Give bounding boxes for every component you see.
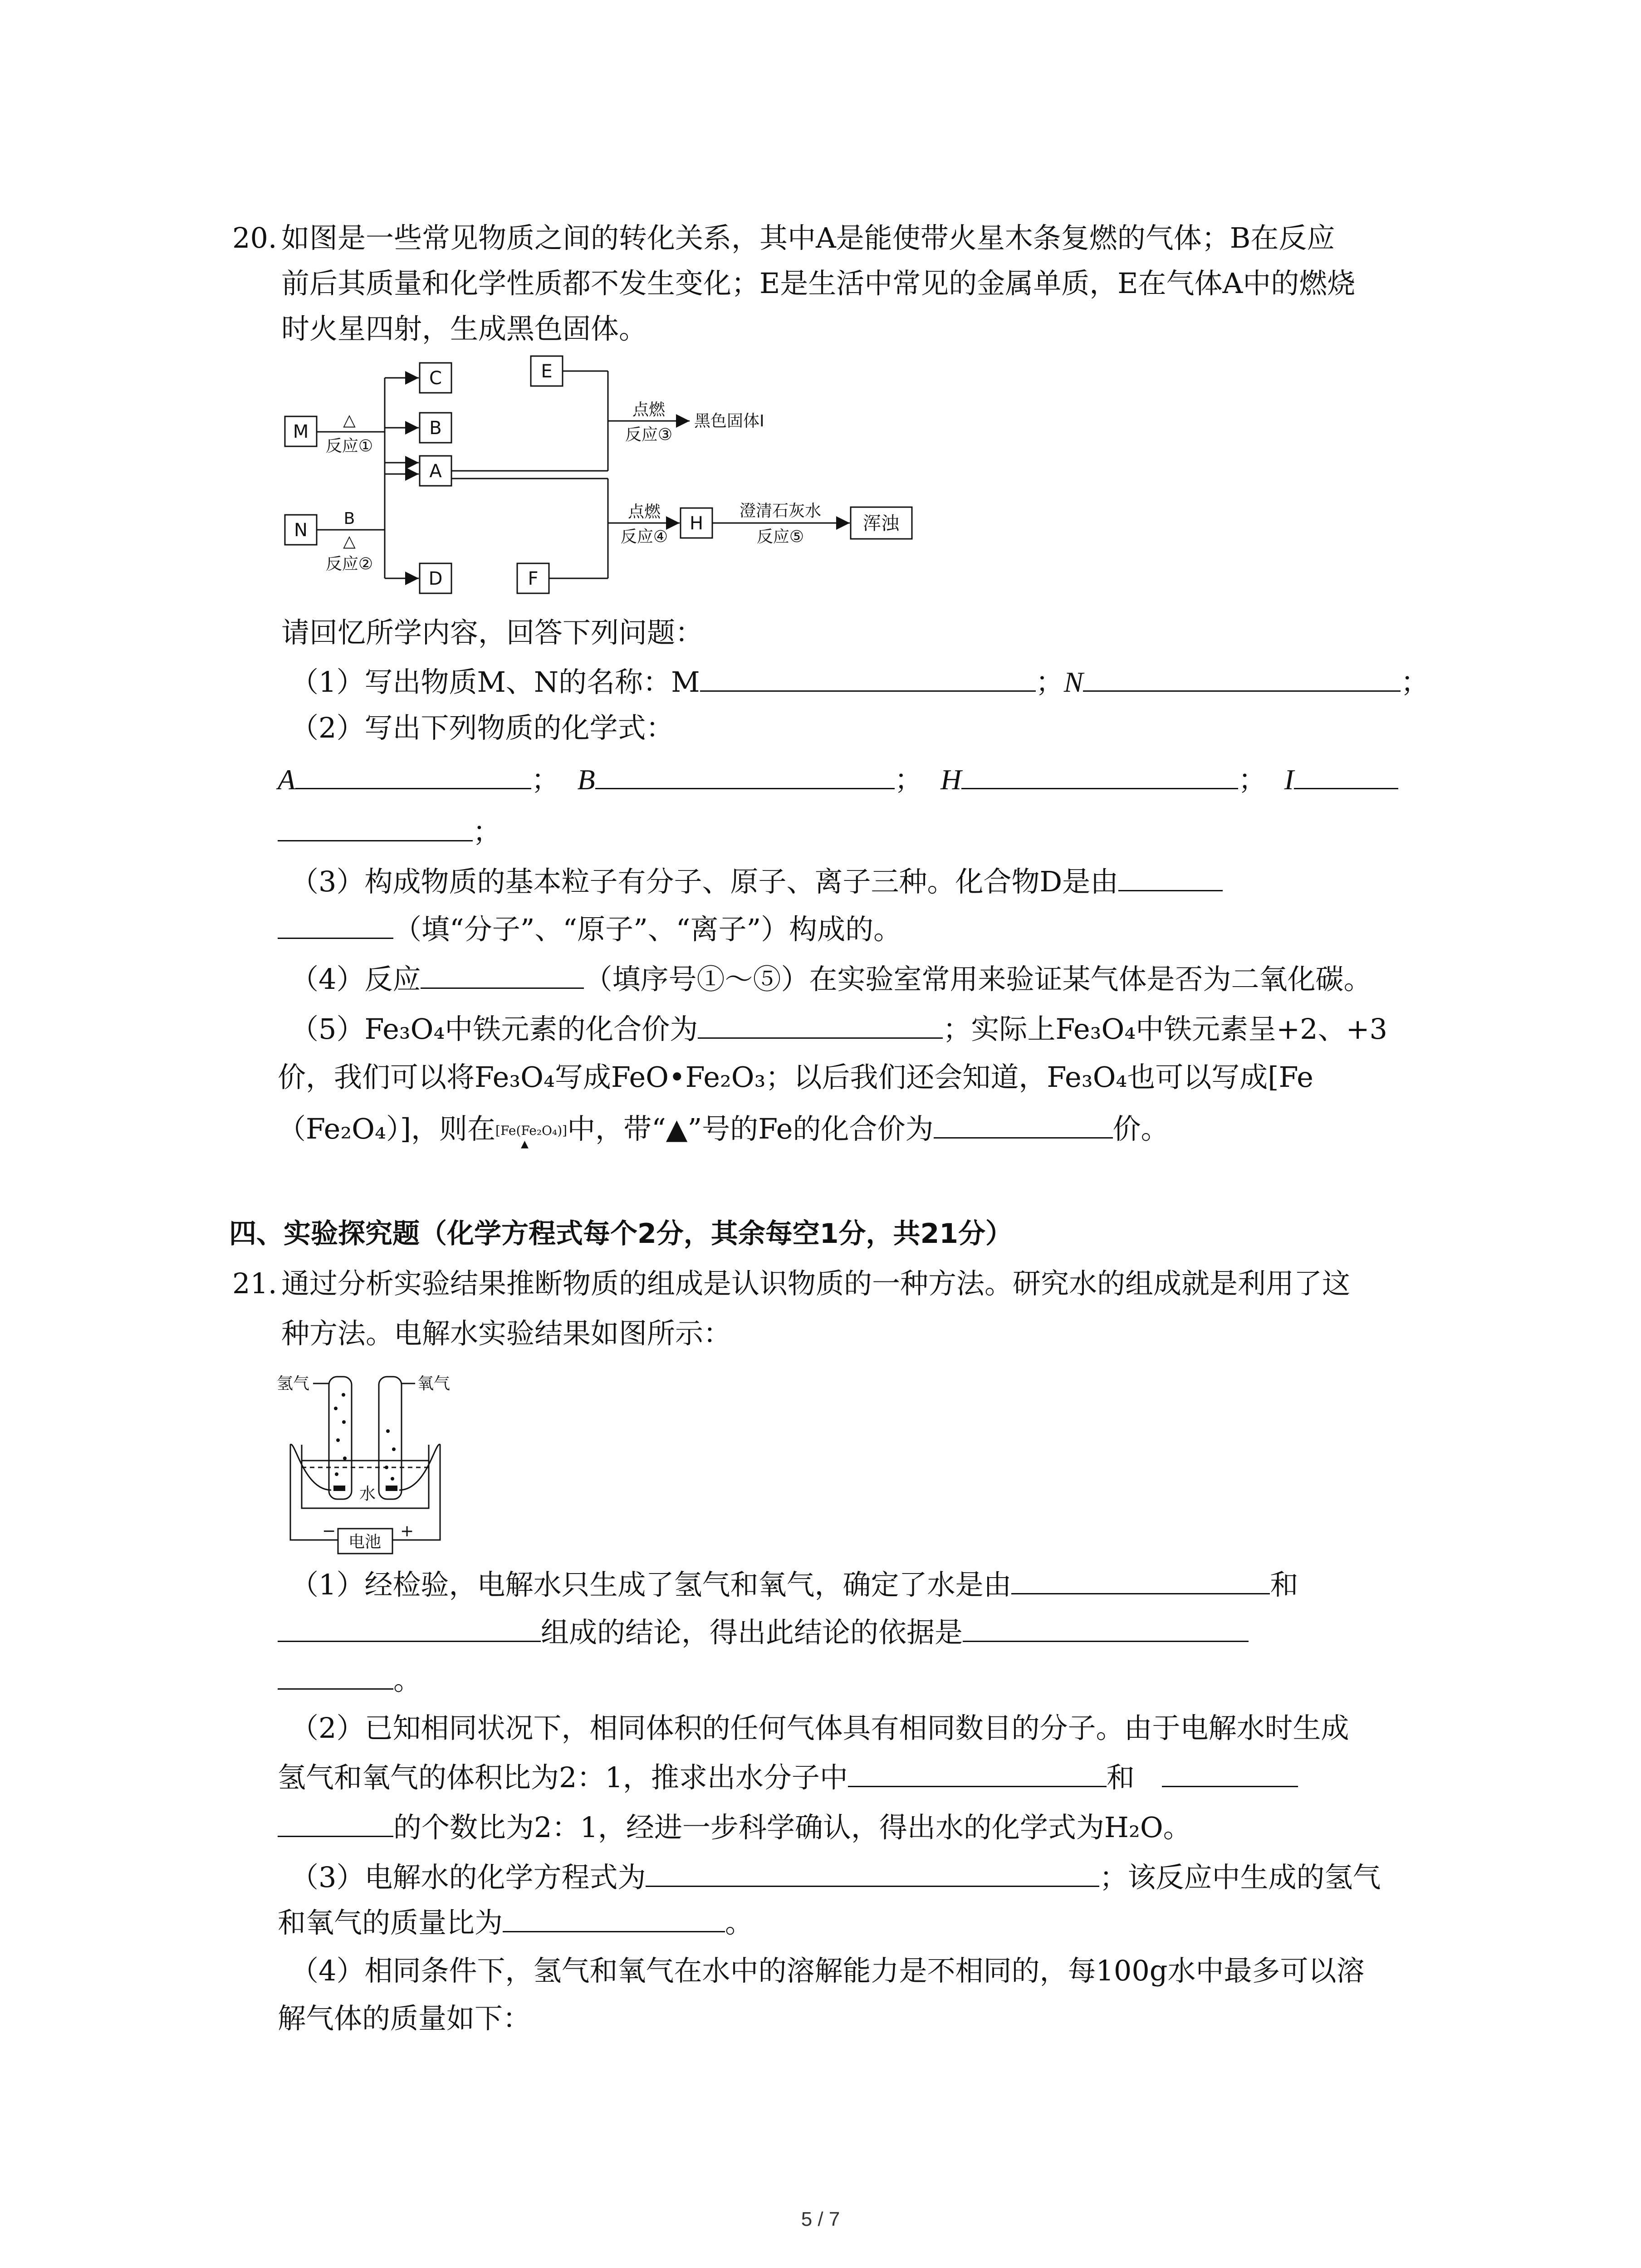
box-e: E <box>541 361 553 382</box>
answer-blank-equation[interactable] <box>646 1857 1099 1887</box>
q20-stem-line-3: 时火星四射，生成黑色固体。 <box>281 312 647 345</box>
answer-blank-mass-ratio[interactable] <box>503 1903 725 1932</box>
q21-part1-line1 <box>290 1565 1298 1603</box>
minus-sign: − <box>322 1522 336 1540</box>
answer-blank-d[interactable] <box>1118 862 1223 891</box>
q21-part2-conclusion: 的个数比为2：1，经进一步科学确认，得出水的化学式为H₂O。 <box>393 1811 1191 1844</box>
q20-part5-text-c: 中，带“▲”号的Fe的化合价为 <box>567 1112 934 1145</box>
q20-part1-text: （1）写出物质M、N的名称：M <box>290 665 700 699</box>
q21-number: 21. <box>232 1267 277 1300</box>
label-a: A <box>278 763 296 796</box>
q21-part3-line2 <box>278 1903 753 1941</box>
q20-number: 20. <box>232 221 277 254</box>
triangle-marker-icon: ▲ <box>521 1139 529 1150</box>
limewater-label: 澄清石灰水 <box>739 502 822 520</box>
q20-part4-hint: （填序号①～⑤）在实验室常用来验证某气体是否为二氧化碳。 <box>584 963 1372 996</box>
answer-blank-atom-2-cont[interactable] <box>278 1808 393 1837</box>
answer-blank-n[interactable] <box>1083 662 1401 692</box>
q20-part4 <box>290 959 1372 997</box>
turbid-label: 浑浊 <box>863 513 899 534</box>
answer-blank-element-2[interactable] <box>278 1613 541 1642</box>
reaction-2-label: 反应② <box>325 555 373 573</box>
q20-part5-note: ；实际上Fe₃O₄中铁元素呈+2、+3 <box>943 1012 1387 1046</box>
q21-part4-line1: （4）相同条件下，氢气和氧气在水中的溶解能力是不相同的，每100g水中最多可以溶 <box>290 1954 1365 1987</box>
electrolysis-apparatus <box>277 1368 467 1558</box>
q20-part2-answers: A ； B ； H ； I <box>278 760 1398 798</box>
q20-stem-line-2: 前后其质量和化学性质都不发生变化；E是生活中常见的金属单质，E在气体A中的燃烧 <box>281 267 1356 300</box>
q20-part5-text: （5）Fe₃O₄中铁元素的化合价为 <box>290 1012 698 1046</box>
answer-blank-triangle-fe[interactable] <box>934 1109 1113 1139</box>
box-m: M <box>293 421 309 442</box>
answer-blank-i-cont[interactable] <box>278 812 473 841</box>
q21-part3-end: 。 <box>725 1906 754 1939</box>
q21-part3-ratio-text: 和氧气的质量比为 <box>278 1906 503 1939</box>
answer-blank-basis[interactable] <box>963 1613 1249 1642</box>
reaction-3-label: 反应③ <box>625 425 673 444</box>
answer-blank-fe-valence[interactable] <box>698 1009 943 1039</box>
q20-part3-line2 <box>278 909 901 948</box>
q20-part5-line3 <box>278 1109 1169 1149</box>
q21-part1-line2 <box>278 1613 1249 1651</box>
section-4-heading: 四、实验探究题（化学方程式每个2分，其余每空1分，共21分） <box>229 1218 1013 1250</box>
q21-part1-basis: 组成的结论，得出此结论的依据是 <box>541 1616 963 1649</box>
q21-part1-text: （1）经检验，电解水只生成了氢气和氧气，确定了水是由 <box>290 1568 1012 1601</box>
q21-part2-line3 <box>278 1808 1191 1846</box>
q20-part3-line1 <box>290 862 1223 900</box>
heat-symbol-1: △ <box>343 411 356 430</box>
fe-formula-image <box>495 1113 567 1149</box>
reaction-4-label: 反应④ <box>620 528 668 546</box>
q21-part2-and: 和 <box>1106 1761 1135 1794</box>
q21-part1-line3 <box>278 1660 421 1698</box>
ignite-label-1: 点燃 <box>632 401 666 419</box>
q21-part1-end: 。 <box>393 1663 422 1696</box>
answer-blank-b[interactable] <box>595 760 895 789</box>
box-f: F <box>528 568 539 589</box>
plus-sign: + <box>400 1522 414 1540</box>
ignite-label-2: 点燃 <box>627 503 661 521</box>
q20-part5-line2: 价，我们可以将Fe₃O₄写成FeO•Fe₂O₃；以后我们还会知道，Fe₃O₄也可以写成[Fe <box>278 1061 1313 1094</box>
q21-stem-line-1: 通过分析实验结果推断物质的组成是认识物质的一种方法。研究水的组成就是利用了这 <box>281 1267 1351 1300</box>
q20-prompt: 请回忆所学内容，回答下列问题： <box>281 616 704 649</box>
heat-symbol-2: △ <box>343 532 356 551</box>
box-d: D <box>428 568 443 589</box>
box-c: C <box>429 368 442 389</box>
answer-blank-atom-1[interactable] <box>848 1758 1107 1787</box>
q20-part5-text-b: （Fe₂O₄）]，则在 <box>278 1112 496 1145</box>
q20-part2: （2）写出下列物质的化学式： <box>290 711 674 744</box>
answer-blank-atom-2[interactable] <box>1162 1758 1298 1787</box>
box-b: B <box>429 418 442 439</box>
reaction-5-label: 反应⑤ <box>756 528 804 546</box>
label-h: H <box>941 763 962 796</box>
q20-part5-end: 价。 <box>1112 1112 1169 1145</box>
answer-blank-m[interactable] <box>700 662 1036 692</box>
catalyst-b-label: B <box>343 509 355 528</box>
answer-blank-basis-cont[interactable] <box>278 1660 393 1690</box>
q21-part1-and: 和 <box>1270 1568 1298 1601</box>
answer-blank-i[interactable] <box>1294 760 1398 789</box>
black-solid-label: 黑色固体I <box>694 412 764 430</box>
q20-part1-n: N <box>1063 666 1083 698</box>
q21-part3-text: （3）电解水的化学方程式为 <box>290 1861 646 1894</box>
q20-part3-hint: （填“分子”、“原子”、“离子”）构成的。 <box>393 913 902 946</box>
q21-part2-line1: （2）已知相同状况下，相同体积的任何气体具有相同数目的分子。由于电解水时生成 <box>290 1711 1349 1745</box>
answer-blank-a[interactable] <box>295 760 531 789</box>
q21-part4-line2: 解气体的质量如下： <box>278 2002 531 2035</box>
oxygen-label: 氧气 <box>417 1374 451 1393</box>
fe-formula-text: [Fe(Fe₂O₄)] <box>495 1123 568 1138</box>
answer-blank-h[interactable] <box>961 760 1238 789</box>
box-n: N <box>294 520 308 541</box>
answer-blank-d-cont[interactable] <box>278 909 393 939</box>
label-i: I <box>1284 763 1294 796</box>
water-label: 水 <box>359 1485 376 1503</box>
q20-part5-line1 <box>290 1009 1387 1047</box>
reaction-diagram <box>281 354 944 608</box>
answer-blank-reaction[interactable] <box>421 959 584 989</box>
battery-label: 电池 <box>348 1533 382 1551</box>
q21-part2-line2 <box>278 1758 1298 1796</box>
reaction-1-label: 反应① <box>325 437 373 455</box>
hydrogen-label: 氢气 <box>277 1374 310 1393</box>
q21-part3-cont: ；该反应中生成的氢气 <box>1099 1861 1381 1894</box>
box-h: H <box>689 513 704 534</box>
box-a: A <box>429 461 442 482</box>
q21-part3-line1 <box>290 1857 1381 1896</box>
q20-part2-i-cont: ； <box>278 812 501 850</box>
q20-stem-line-1: 如图是一些常见物质之间的转化关系，其中A是能使带火星木条复燃的气体；B在反应 <box>281 221 1335 254</box>
q21-stem-line-2: 种方法。电解水实验结果如图所示： <box>281 1317 732 1350</box>
page-number: 5 / 7 <box>801 2208 840 2230</box>
q20-part1: （1）写出物质M、N的名称：M ；N ； <box>290 662 1429 700</box>
q20-part3-text: （3）构成物质的基本粒子有分子、原子、离子三种。化合物D是由 <box>290 865 1119 898</box>
label-b: B <box>577 763 595 796</box>
q20-part4-text: （4）反应 <box>290 963 421 996</box>
answer-blank-element-1[interactable] <box>1011 1565 1270 1594</box>
q21-part2-text: 氢气和氧气的体积比为2：1，推求出水分子中 <box>278 1761 848 1794</box>
